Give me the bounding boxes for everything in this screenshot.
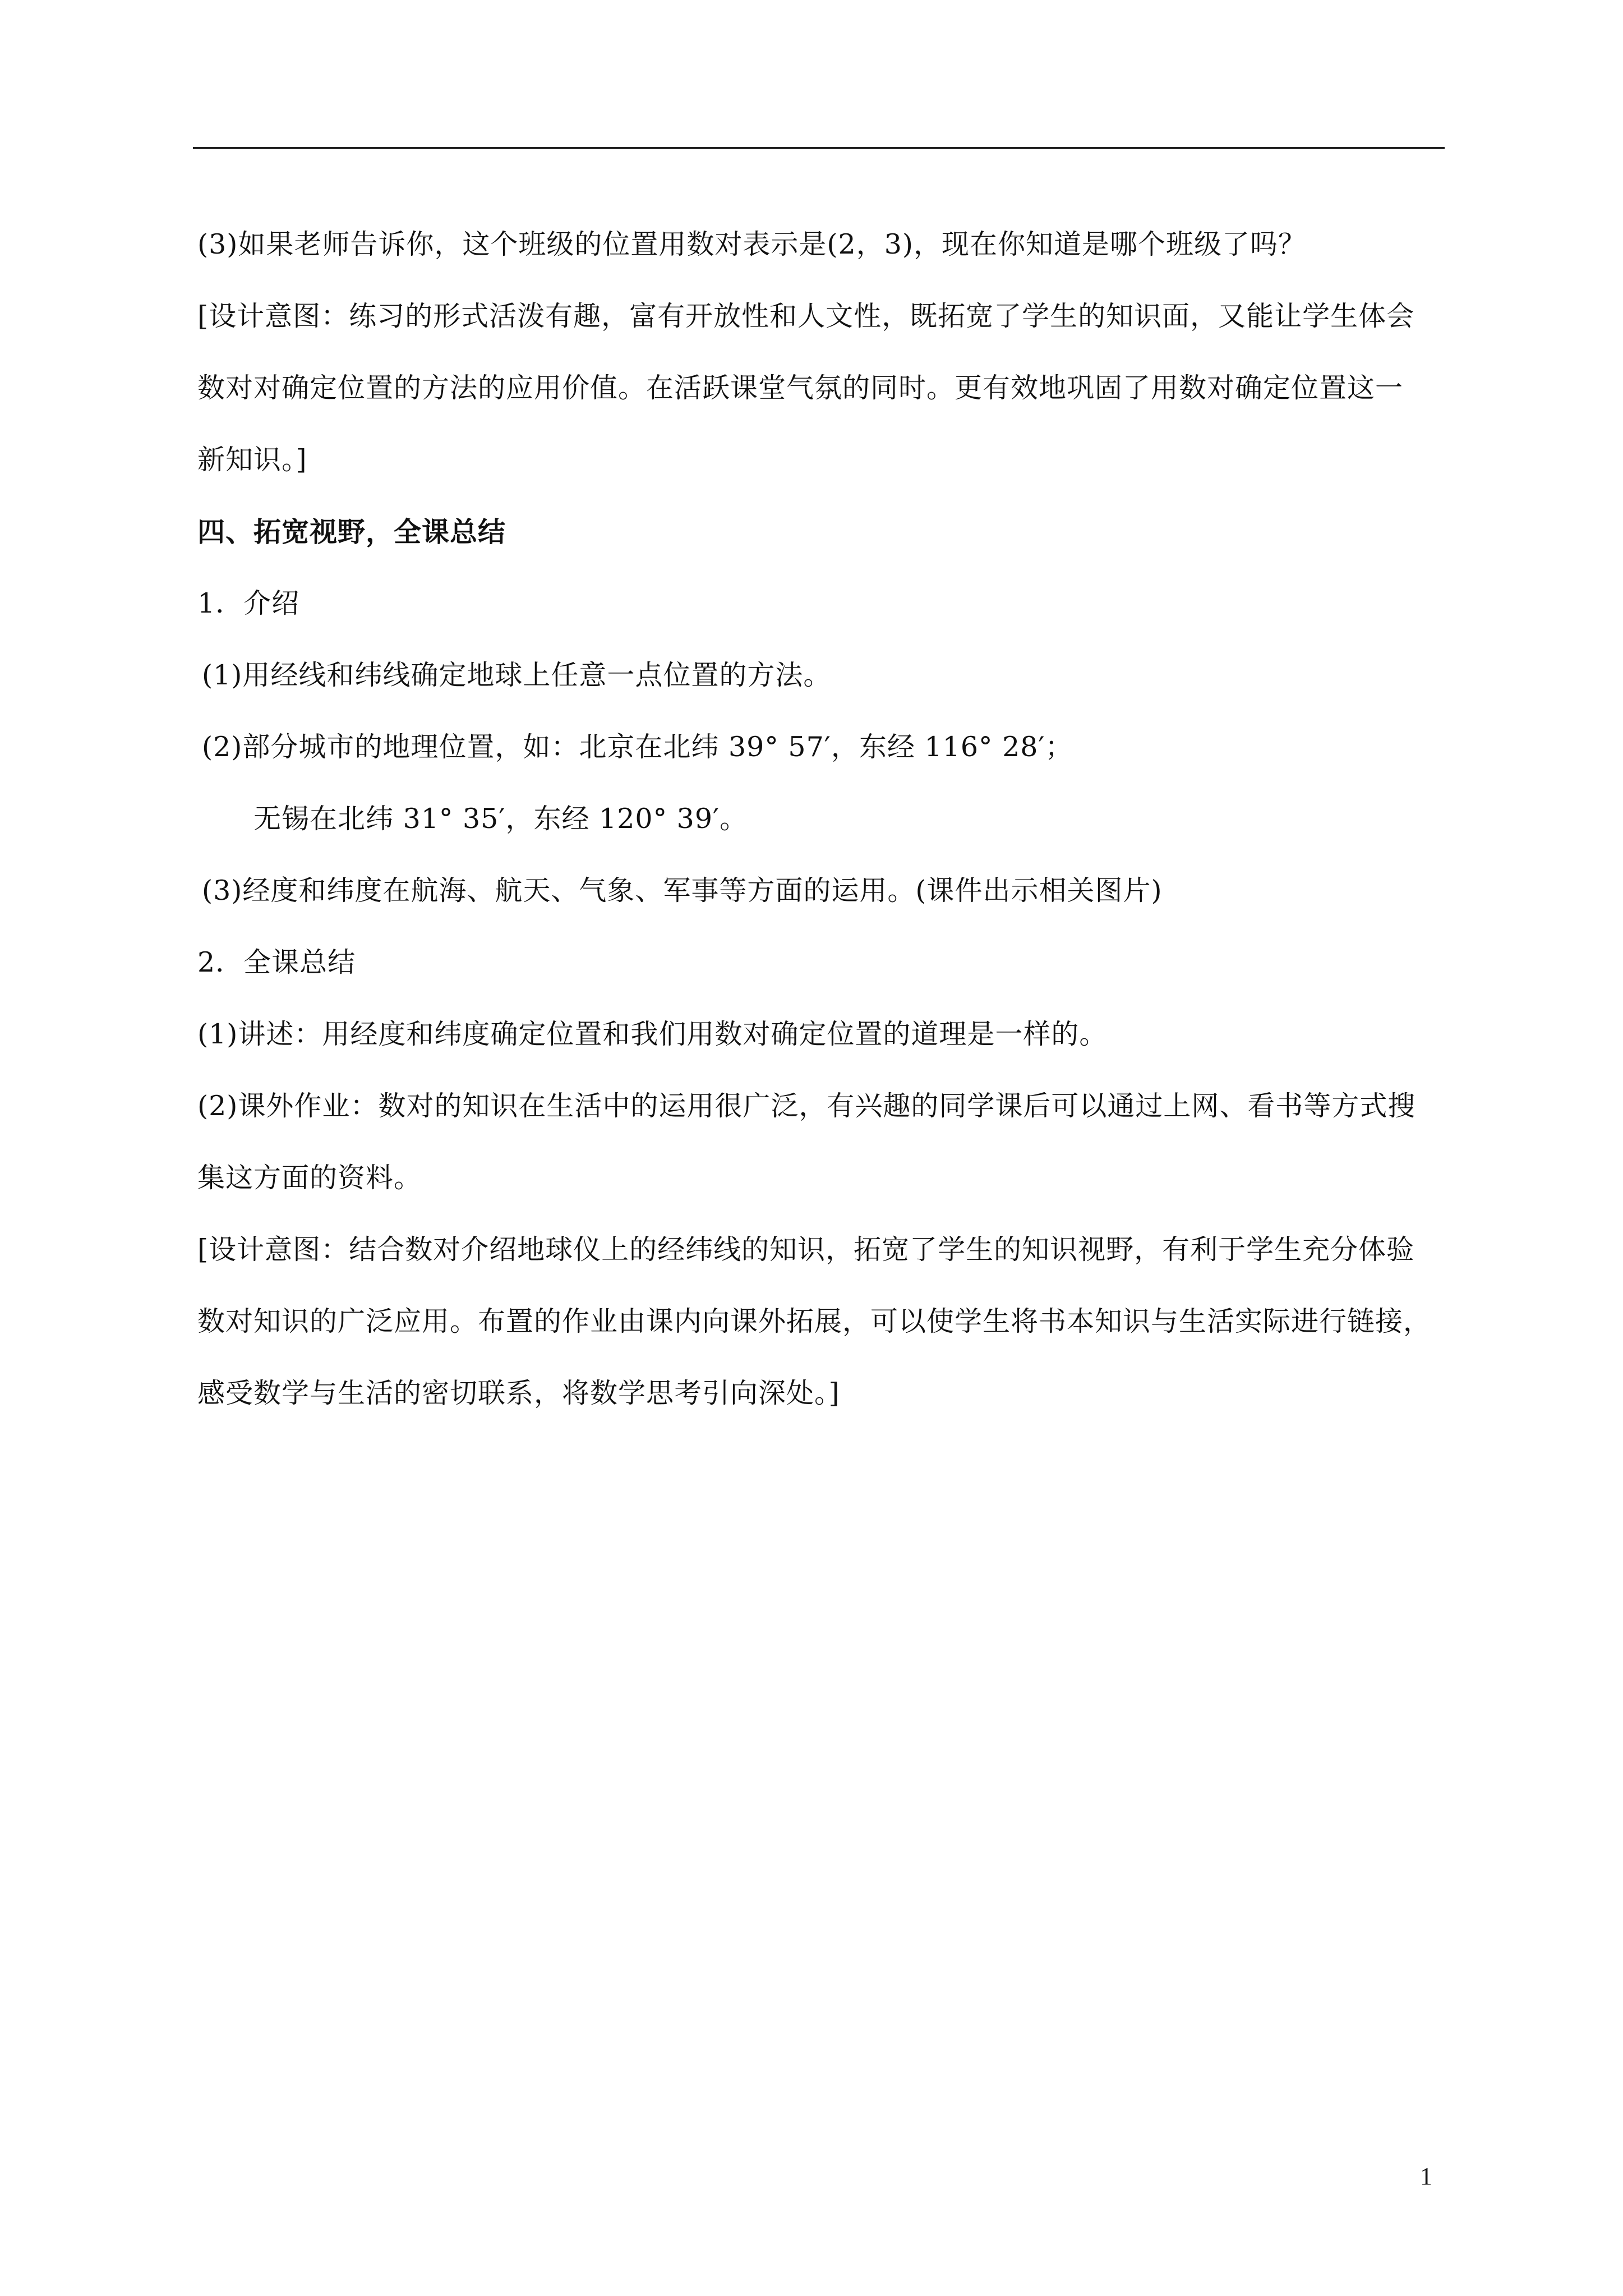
summary-item: (1)讲述：用经度和纬度确定位置和我们用数对确定位置的道理是一样的。 [197, 1018, 1108, 1050]
summary-item: (2)课外作业：数对的知识在生活中的运用很广泛，有兴趣的同学课后可以通过上网、看书等方式搜 [197, 1090, 1416, 1122]
question-3-line: (3)如果老师告诉你，这个班级的位置用数对表示是(2，3)，现在你知道是哪个班级了吗？ [197, 228, 1306, 260]
summary-item-continuation: 集这方面的资料。 [197, 1162, 422, 1194]
header-rule [193, 147, 1445, 149]
design-intent-line: 数对对确定位置的方法的应用价值。在活跃课堂气氛的同时。更有效地巩固了用数对确定位置这一 [197, 372, 1404, 404]
section-heading: 四、拓宽视野，全课总结 [197, 516, 506, 548]
design-intent-line: 感受数学与生活的密切联系，将数学思考引向深处。] [197, 1377, 840, 1409]
intro-item: (3)经度和纬度在航海、航天、气象、军事等方面的运用。(课件出示相关图片) [202, 875, 1163, 907]
intro-item: (1)用经线和纬线确定地球上任意一点位置的方法。 [202, 659, 832, 691]
document-body [197, 209, 1445, 1429]
page-number: 1 [1420, 2162, 1432, 2190]
design-intent-line: [设计意图：结合数对介绍地球仪上的经纬线的知识，拓宽了学生的知识视野，有利于学生充分体验 [197, 1234, 1415, 1266]
intro-item-continuation: 无锡在北纬 31° 35′，东经 120° 39′。 [253, 803, 748, 835]
summary-heading: 2．全课总结 [197, 946, 356, 978]
design-intent-line: 数对知识的广泛应用。布置的作业由课内向课外拓展，可以使学生将书本知识与生活实际进行链接， [197, 1305, 1432, 1337]
design-intent-line: 新知识。] [197, 444, 307, 476]
design-intent-line: [设计意图：练习的形式活泼有趣，富有开放性和人文性，既拓宽了学生的知识面，又能让学生体会 [197, 300, 1415, 332]
intro-item: (2)部分城市的地理位置，如：北京在北纬 39° 57′，东经 116° 28′； [202, 731, 1073, 763]
intro-heading: 1．介绍 [197, 587, 300, 619]
